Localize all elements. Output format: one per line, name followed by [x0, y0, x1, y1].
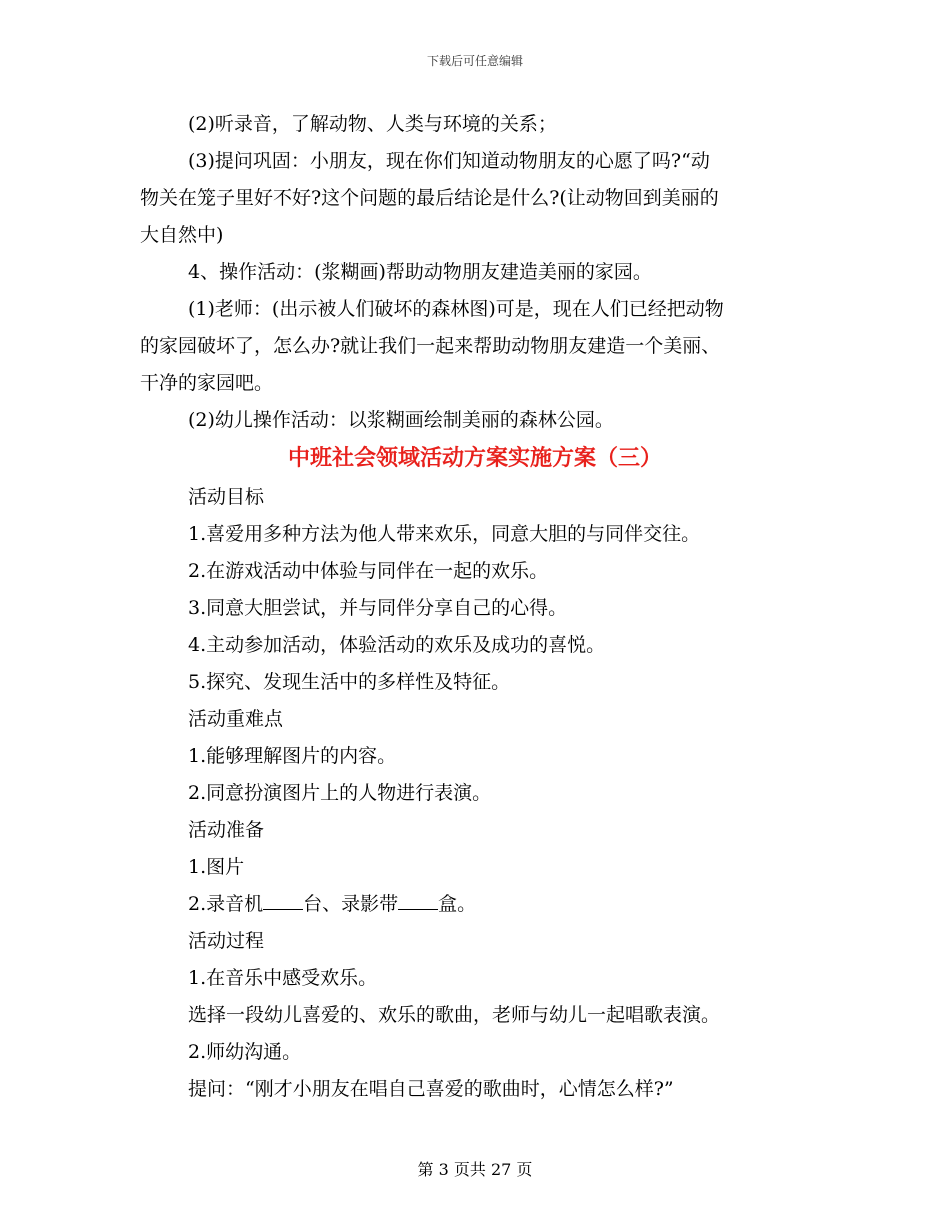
- preparation-item-2-part-3: 盒。: [438, 893, 477, 915]
- paragraph-child-operation: (2)幼儿操作活动：以浆糊画绘制美丽的森林公园。: [188, 409, 614, 431]
- process-item-1: 1.在音乐中感受欢乐。: [188, 967, 378, 989]
- goal-item-2: 2.在游戏活动中体验与同伴在一起的欢乐。: [188, 560, 549, 582]
- preparation-item-2-part-2: 台、录影带: [303, 893, 399, 915]
- key-point-item-1: 1.能够理解图片的内容。: [188, 745, 397, 767]
- goal-item-1: 1.喜爱用多种方法为他人带来欢乐，同意大胆的与同伴交往。: [188, 523, 701, 545]
- key-points-label: 活动重难点: [188, 708, 284, 730]
- process-item-3: 2.师幼沟通。: [188, 1041, 302, 1063]
- page-header: 下载后可任意编辑: [426, 54, 523, 68]
- paragraph-question-line-3: 大自然中): [140, 224, 224, 246]
- page-footer: 第 3 页共 27 页: [417, 1160, 533, 1179]
- paragraph-question-line-1: (3)提问巩固：小朋友，现在你们知道动物朋友的心愿了吗?“动: [188, 150, 710, 172]
- preparation-label: 活动准备: [188, 819, 265, 841]
- key-point-item-2: 2.同意扮演图片上的人物进行表演。: [188, 782, 492, 804]
- paragraph-operation-activity: 4、操作活动：(浆糊画)帮助动物朋友建造美丽的家园。: [188, 261, 652, 283]
- process-item-4: 提问：“刚才小朋友在唱自己喜爱的歌曲时，心情怎么样?”: [188, 1078, 674, 1100]
- section-title: 中班社会领域活动方案实施方案（三）: [287, 446, 662, 471]
- process-item-2: 选择一段幼儿喜爱的、欢乐的歌曲，老师与幼儿一起唱歌表演。: [188, 1004, 721, 1026]
- paragraph-teacher-line-3: 干净的家园吧。: [140, 372, 274, 394]
- process-label: 活动过程: [188, 930, 265, 952]
- paragraph-question-line-2: 物关在笼子里好不好?这个问题的最后结论是什么?(让动物回到美丽的: [140, 187, 719, 209]
- paragraph-listen-recording: (2)听录音，了解动物、人类与环境的关系；: [188, 113, 557, 135]
- preparation-item-1: 1.图片: [188, 856, 245, 878]
- goals-label: 活动目标: [188, 486, 265, 508]
- goal-item-3: 3.同意大胆尝试，并与同伴分享自己的心得。: [188, 597, 568, 619]
- goal-item-5: 5.探究、发现生活中的多样性及特征。: [188, 671, 511, 693]
- preparation-item-2: [140, 886, 810, 923]
- fill-blank-2: [398, 889, 438, 910]
- fill-blank-1: [263, 889, 303, 910]
- document-body: [140, 106, 810, 1108]
- goal-item-4: 4.主动参加活动，体验活动的欢乐及成功的喜悦。: [188, 634, 606, 656]
- paragraph-teacher-line-2: 的家园破坏了，怎么办?就让我们一起来帮助动物朋友建造一个美丽、: [140, 335, 721, 357]
- preparation-item-2-part-1: 2.录音机: [188, 893, 264, 915]
- paragraph-teacher-line-1: (1)老师：(出示被人们破坏的森林图)可是，现在人们已经把动物: [188, 298, 724, 320]
